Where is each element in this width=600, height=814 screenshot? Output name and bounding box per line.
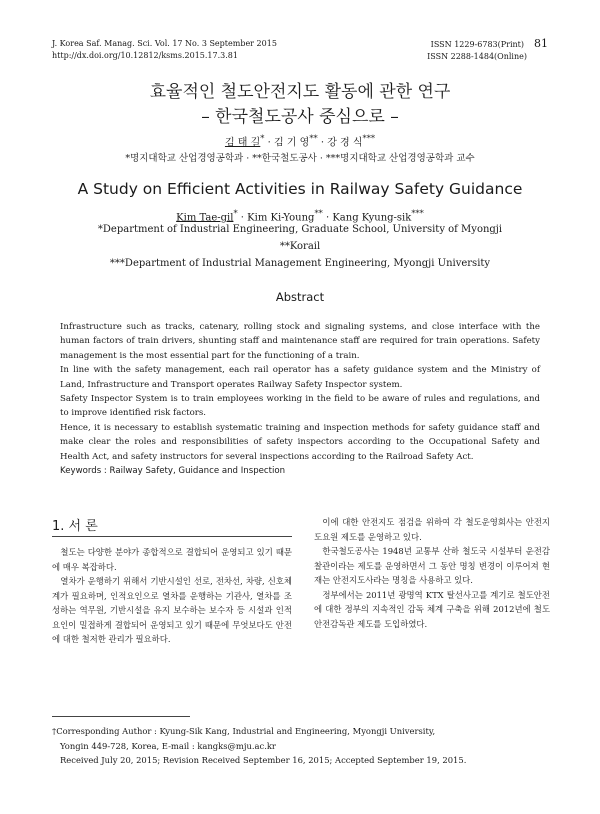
korean-affiliations: *명지대학교 산업경영공학과 · **한국철도공사 · ***명지대학교 산업경영공학과 교수 [125,153,475,164]
abstract-paragraph-1: Infrastructure such as tracks, catenary, rolling stock and signaling systems, and close interface with the human factors of train drivers, shunting staff and maintenance staff are required for train operations. Safety management is the most essential part for the functioning of a train. [60,322,540,361]
author-3-mark: *** [362,133,376,143]
author-1-mark: * [260,133,265,143]
korean-title-line1: 효율적인 철도안전지도 활동에 관한 연구 [149,82,451,102]
korean-authors [0,133,600,148]
en-author-3-mark: *** [411,208,424,218]
en-author-1-mark: * [233,208,238,218]
english-authors [0,208,600,223]
affiliation-3: ***Department of Industrial Management Engineering, Myongji University [109,258,491,269]
running-header-left [52,38,277,62]
korean-title-line2: – 한국철도공사 중심으로 – [201,107,399,127]
english-title: A Study on Efficient Activities in Railway Safety Guidance [77,180,523,198]
doi-link[interactable]: http://dx.doi.org/10.12812/ksms.2015.17.3.81 [52,51,238,60]
issn-online: ISSN 2288-1484(Online) [427,52,527,61]
intro-paragraph-4: 한국철도공사는 1948년 교통부 산하 철도국 시설부터 운전감찰관이라는 제도를 운영하면서 그 동안 명칭 변경이 이루어져 현재는 안전지도사라는 명칭을 사용하고 있다. [314,546,550,585]
korean-author-2: · 김 기 영 [264,137,310,149]
intro-paragraph-3: 이에 대한 안전지도 점검을 위하여 각 철도운영회사는 안전지도요원 제도를 운영하고 있다. [314,517,550,542]
abstract-body [60,320,540,478]
abstract-paragraph-2: In line with the safety management, each rail operator has a safety guidance system and the Ministry of Land, Infrastructure and Transport operates Railway Safety Inspector system. [60,365,540,390]
author-2-mark: ** [309,133,318,143]
author-address: Yongin 449-728, Korea, E-mail : kangks@mju.ac.kr [60,740,276,751]
section-divider [52,536,292,537]
affiliation-1: *Department of Industrial Engineering, Graduate School, University of Myongji [97,224,503,235]
korean-author-1: 김 태 길 [224,137,261,149]
footnote-divider [52,716,190,717]
intro-paragraph-5: 정부에서는 2011년 광명역 KTX 탈선사고를 계기로 철도안전에 대한 정부의 지속적인 감독 체계 구축을 위해 2012년에 철도안전감독관 제도를 도입하였다. [314,589,550,629]
section-heading: 1. 서 론 [52,519,98,534]
intro-paragraph-1: 철도는 다양한 분야가 종합적으로 결합되어 운영되고 있기 때문에 매우 복잡하다. [52,547,292,572]
keywords: Keywords : Railway Safety, Guidance and Inspection [60,466,286,477]
left-column [52,545,292,647]
journal-citation: J. Korea Saf. Manag. Sci. Vol. 17 No. 3 September 2015 [52,39,277,48]
korean-author-3: · 강 경 식 [317,137,363,149]
abstract-paragraph-3: Safety Inspector System is to train employees working in the field to be aware of rules and regulations, and to improve identified risk factors. [60,394,540,419]
intro-paragraph-2: 열차가 운행하기 위해서 기반시설인 선로, 전차선, 차량, 신호체계가 필요하며, 인적요인으로 열차를 운행하는 기관사, 열차를 조성하는 역무원, 기반시설을 유지 보수하는 보수자 등 시설과 인적요인이 밀접하게 결합되어 운영되고 있기 때문에 무엇보다도 안전에 대한 철저한 관리가 필요하다. [52,576,292,644]
corresponding-author: †Corresponding Author : Kyung-Sik Kang, Industrial and Engineering, Myongji University, [52,726,436,736]
issn-print: ISSN 1229-6783(Print) [430,40,524,49]
right-column [314,515,550,631]
english-author-2: · Kim Ki-Young [237,212,315,224]
english-author-1: Kim Tae-gil [176,212,234,224]
running-header-right [427,38,548,63]
abstract-paragraph-4: Hence, it is necessary to establish systematic training and inspection methods for safety guidance staff and make clear the roles and responsibilities of safety inspectors according to the Occupational Safety and Health Act, and safety instructors for several inspections according to the Railroad Safety Act. [60,422,540,462]
abstract-heading: Abstract [275,290,325,304]
affiliation-2: **Korail [279,241,321,252]
english-author-3: · Kang Kyung-sik [322,212,412,224]
footnote [52,724,552,768]
en-author-2-mark: ** [314,208,323,218]
received-dates: Received July 20, 2015; Revision Received September 16, 2015; Accepted September 19, 2015. [60,755,467,765]
page-number: 81 [534,37,548,50]
